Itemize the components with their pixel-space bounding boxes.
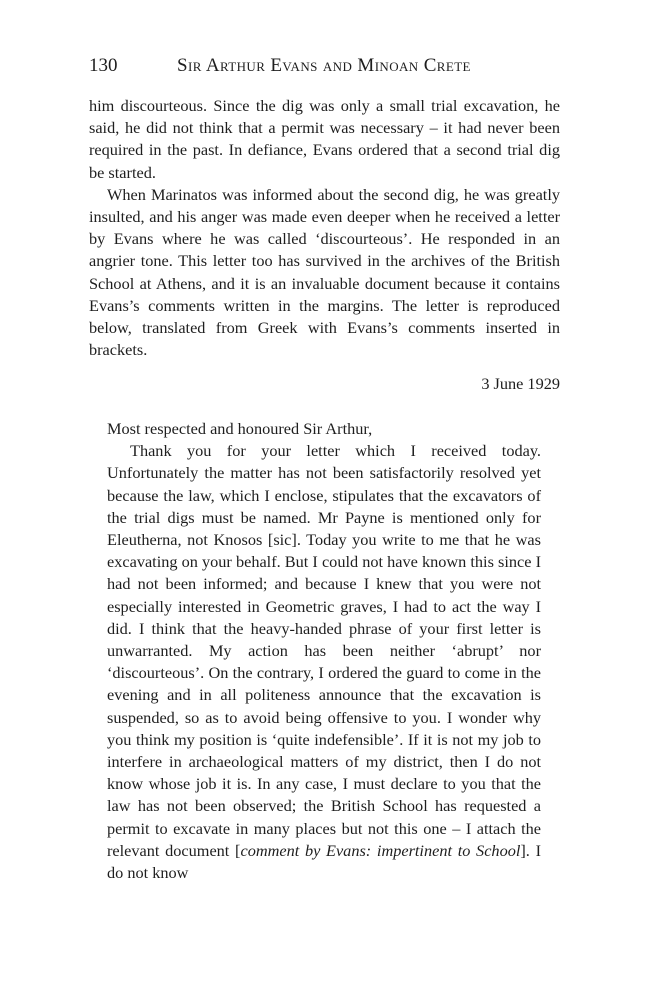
paragraph-2: When Marinatos was informed about the second dig, he was greatly insulted, and his anger was made even deeper when he received a letter by Evans where he was called ‘discourteous’. He responded in an angrier tone. This letter too has survived in the archives of the British School at Athens, and it is an invaluable document because it contains Evans’s comments written in the margins. The letter is reproduced below, translated from Greek with Evans’s comments inserted in brackets. [89, 184, 560, 360]
evans-comment: comment by Evans: impertinent to School [240, 840, 521, 860]
letter-date: 3 June 1929 [481, 374, 560, 393]
running-header [89, 54, 569, 78]
letter-text: Thank you for your letter which I received today. Unfortunately the matter has not been satisfactorily resolved yet because the law, which I enclose, stipulates that the excavators of the trial digs must be named. Mr Payne is mentioned only for Eleutherna, not Knosos [sic]. Today you write to me that he was excavating on your behalf. But I could not have known this since I had not been informed; and because I knew that you were not especially interested in Geometric graves, I had to act the way I did. I think that the heavy-handed phrase of your first letter is unwarranted. My action has been neither ‘abrupt’ nor ‘discourteous’. On the contrary, I ordered the guard to come in the evening and in all politeness announce that the excavation is suspended, so as to avoid being offensive to you. I wonder why you think my position is ‘quite indefensible’. If it is not my job to interfere in archaeological matters of my district, then I do not know whose job it is. In any case, I must declare to you that the law has not been observed; the British School has requested a permit to excavate in many places but not this one – I attach the relevant document [ [107, 441, 541, 860]
paragraph-1: him discourteous. Since the dig was only a small trial excavation, he said, he did not think that a permit was necessary – it had never been required in the past. In defiance, Evans ordered that a second trial dig be started. [89, 96, 560, 182]
body-text [89, 95, 560, 361]
letter-paragraph [107, 440, 541, 884]
running-title: Sir Arthur Evans and Minoan Crete [177, 55, 471, 76]
letter-text-continued: ]. I do not know [107, 840, 541, 883]
page-number: 130 [89, 55, 118, 76]
quoted-letter [107, 418, 541, 884]
letter-salutation: Most respected and honoured Sir Arthur, [107, 419, 373, 438]
